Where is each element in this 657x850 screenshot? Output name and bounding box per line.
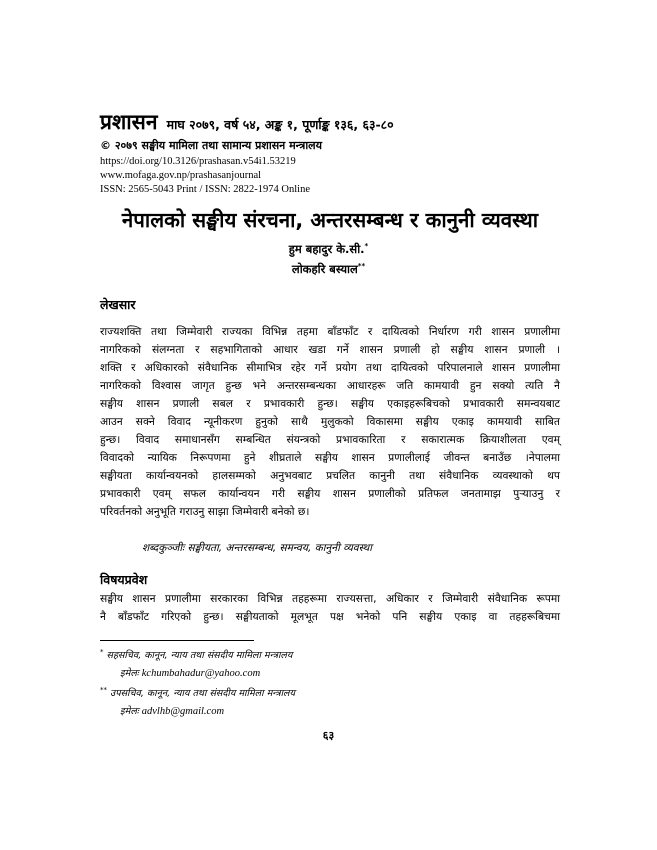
footnote-divider [100,640,254,641]
intro-line: सङ्घीय शासन प्रणालीमा सरकारका विभिन्न तहहरूमा राज्यसत्ता, अधिकार र जिम्मेवारी संवैधानिक रूपमा [100,592,560,605]
author-name: हुम बहादुर के.सी. [288,242,365,256]
footnote-2-position [100,686,295,699]
abstract-line: सङ्घीय शासन प्रणाली सबल र प्रभावकारी हुन्छ। सङ्घीय एकाइहरूबिचको प्रभावकारी समन्वयबाट [100,397,560,411]
author-name: लोकहरि बस्याल [291,262,358,276]
intro-paragraph [100,590,560,626]
issn-line: ISSN: 2565-5043 Print / ISSN: 2822-1974 Online [100,184,311,195]
abstract-line: सङ्घीयता कार्यान्वयनको हालसम्मको अनुभवबाट प्रचलित कानुनी तथा संवैधानिक व्यवस्थाको थप [100,469,560,483]
author-footnote-mark: * [364,242,369,251]
abstract-line: विवादको न्यायिक निरूपणमा हुने शीघ्रताले सङ्घीय शासन प्रणालीलाई जीवन्त बनाउँछ ।नेपालमा [100,451,560,465]
footnote-mark: ** [100,686,107,694]
abstract-heading: लेखसार [100,297,136,312]
abstract-line: आउन सक्ने विवाद न्यूनीकरण हुनुको साथै मुलुकको विकासमा सङ्घीय एकाइ कामयावी साबित [100,415,560,429]
footnote-position-text: उपसचिव, कानून, न्याय तथा संसदीय मामिला मन्त्रालय [110,688,295,700]
intro-line: नै बाँडफाँट गरिएको हुन्छ। सङ्घीयताको मूलभूत पक्ष भनेको पनि सङ्घीय एकाइ वा तहहरूबिचमा [100,610,560,624]
abstract-line: नागरिकको संलग्नता र सहभागिताको आधार खडा गर्ने शासन प्रणाली हो सङ्घीय शासन प्रणाली । [100,343,560,357]
journal-name: प्रशासन [100,110,158,134]
abstract-paragraph [100,323,560,522]
abstract-line: नागरिकको विश्वास जागृत हुन्छ भने अन्तरसम्बन्धका आधारहरू जति कामयावी हुन सक्यो त्यति नै [100,379,560,393]
page-number: ६३ [322,729,335,742]
footnote-1-email [120,666,260,679]
author-footnote-mark: ** [357,262,366,271]
footnote-1-position [100,648,292,661]
keywords-line: शब्दकुञ्जीः सङ्घीयता, अन्तरसम्बन्ध, समन्वय, कानुनी व्यवस्था [142,542,372,554]
email-label: इमेलः [120,706,139,717]
abstract-line: राज्यशक्ति तथा जिम्मेवारी राज्यका विभिन्न तहमा बाँडफाँट र दायित्वको निर्धारण गरी शासन प्रणालीमा [100,325,560,338]
intro-heading: विषयप्रवेश [100,572,148,587]
abstract-line: परिवर्तनको अनुभूति गराउनु साझा जिम्मेवारी बनेको छ। [100,505,310,519]
copyright-line: © २०७९ सङ्घीय मामिला तथा सामान्य प्रशासन मन्त्रालय [100,139,323,152]
journal-header [100,108,560,136]
abstract-line: शक्ति र अधिकारको संवैधानिक सीमाभित्र रहेर गर्ने प्रयोग तथा दायित्वको परिपालनाले शासन प्रणालीमा [100,361,560,375]
footnote-mark: * [100,648,104,656]
footnote-position-text: सहसचिव, कानून, न्याय तथा संसदीय मामिला मन्त्रालय [106,650,293,662]
footnote-2-email [120,704,224,717]
website-link[interactable]: www.mofaga.gov.np/prashasanjournal [100,170,262,181]
author-2 [0,262,657,277]
abstract-line: हुन्छ। विवाद समाधानसँग सम्बन्धित संयन्त्रको प्रभावकारिता र सकारात्मक क्रियाशीलता एवम् [100,433,560,447]
author-1 [0,242,657,257]
article-title: नेपालको सङ्घीय संरचना, अन्तरसम्बन्ध र कानुनी व्यवस्था [121,208,539,232]
doi-link[interactable]: https://doi.org/10.3126/prashasan.v54i1.53219 [100,156,296,167]
email-link[interactable]: advlhb@gmail.com [141,706,225,717]
abstract-line: प्रभावकारी एवम् सफल कार्यान्वयन गरी सङ्घीय शासन प्रणालीको प्रतिफल जनतामाझ पुऱ्याउनु र [100,487,560,501]
email-link[interactable]: kchumbahadur@yahoo.com [141,668,261,679]
email-label: इमेलः [120,668,139,679]
issue-line: माघ २०७९, वर्ष ५४, अङ्क १, पूर्णाङ्क १३६, ६३-८० [166,117,394,132]
